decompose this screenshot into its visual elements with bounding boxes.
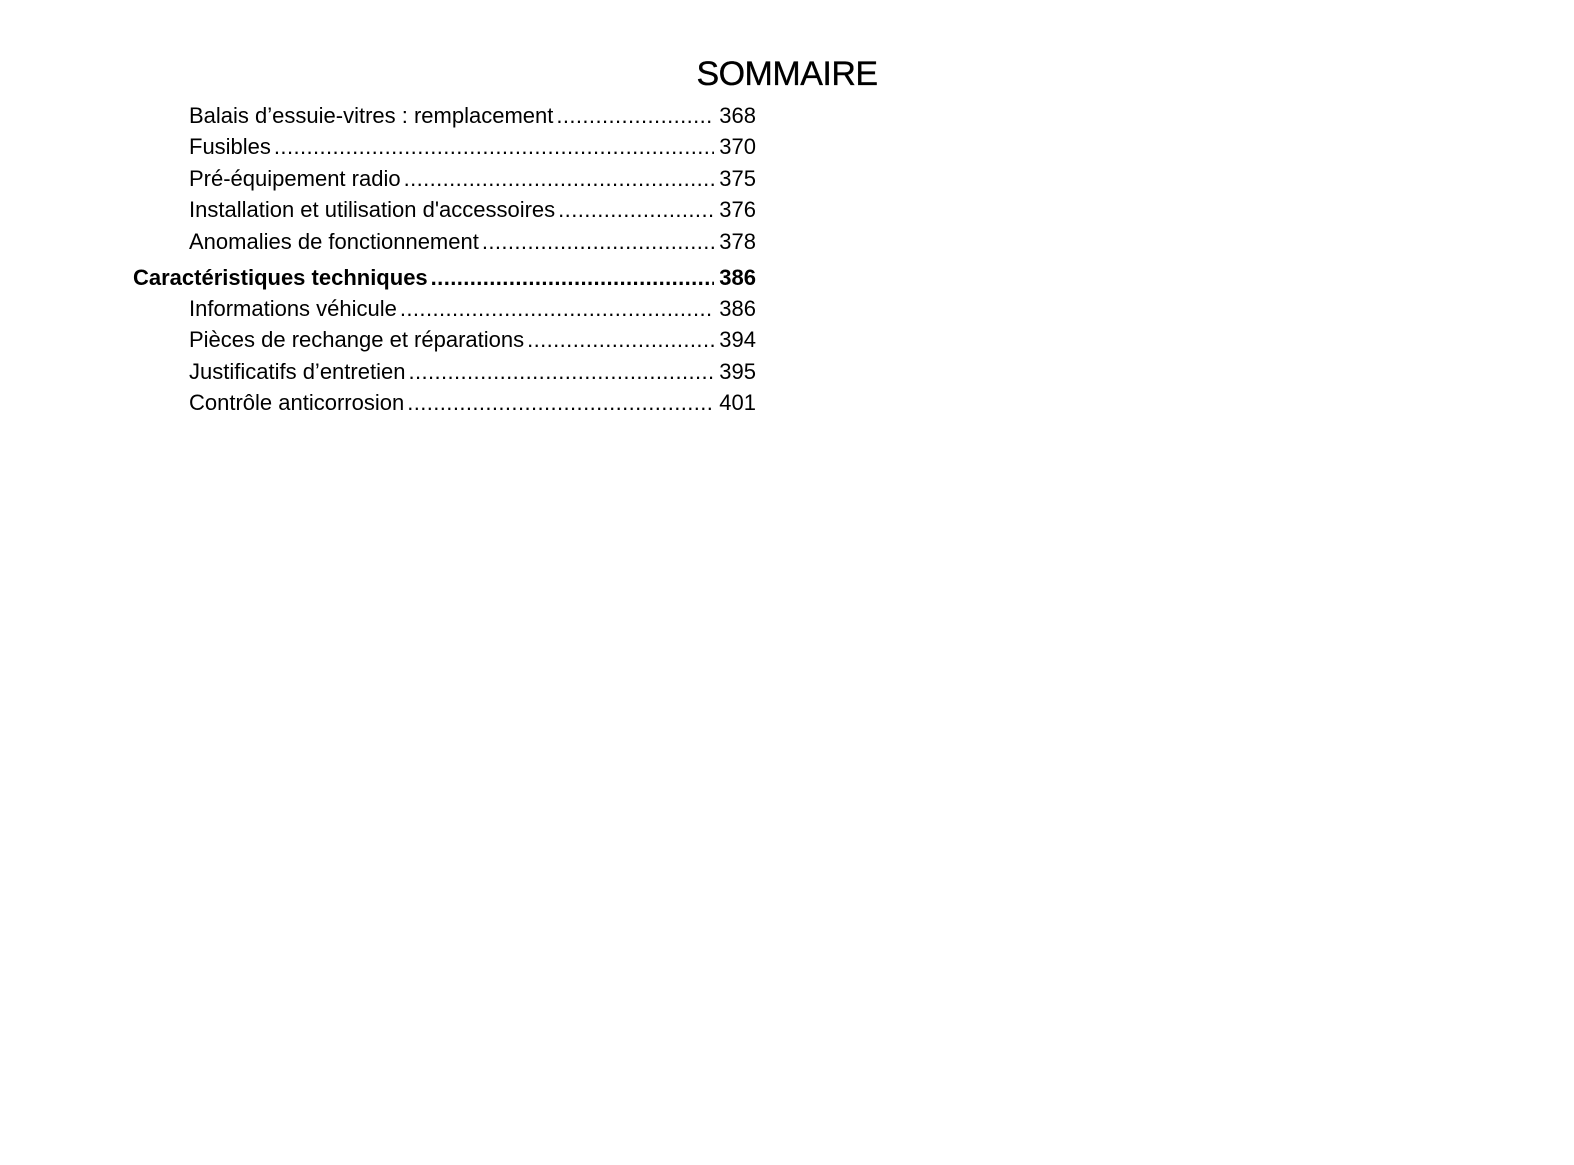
toc-entry-label: Balais d’essuie-vitres : remplacement — [189, 103, 554, 128]
toc-entry-label: Anomalies de fonctionnement — [189, 228, 479, 254]
toc-dot-leader — [482, 226, 714, 257]
toc-entry-label: Installation et utilisation d'accessoires — [189, 197, 556, 223]
toc-entry-label: Informations véhicule — [189, 295, 397, 321]
toc-entry-label: Fusibles — [189, 134, 271, 160]
toc-entry-label: Contrôle anticorrosion — [189, 390, 405, 416]
toc-entry-balais-essuie-vitres[interactable] — [133, 100, 756, 131]
toc-entry-page: 370 — [719, 134, 756, 160]
toc-dot-leader — [407, 387, 714, 418]
page-title: SOMMAIRE — [696, 54, 878, 93]
toc-entry-page: 401 — [719, 390, 756, 416]
toc-dot-leader — [400, 293, 714, 324]
toc-entry-anomalies-fonctionnement[interactable] — [133, 226, 756, 257]
table-of-contents — [133, 100, 756, 419]
toc-entry-page: 386 — [719, 295, 756, 321]
toc-dot-leader — [408, 356, 714, 387]
toc-entry-page: 368 — [719, 103, 756, 128]
toc-entry-justificatifs-entretien[interactable] — [133, 356, 756, 387]
toc-entry-pieces-rechange[interactable] — [133, 324, 756, 355]
toc-dot-leader — [558, 194, 714, 225]
toc-section-page: 386 — [719, 264, 756, 290]
toc-entry-page: 375 — [719, 165, 756, 191]
toc-entry-informations-vehicule[interactable] — [133, 293, 756, 324]
toc-entry-controle-anticorrosion[interactable] — [133, 387, 756, 418]
toc-entry-label: Pièces de rechange et réparations — [189, 327, 525, 353]
toc-entry-page: 378 — [719, 228, 756, 254]
toc-entry-fusibles[interactable] — [133, 131, 756, 162]
toc-dot-leader — [274, 131, 714, 162]
toc-entry-label: Justificatifs d’entretien — [189, 358, 406, 384]
toc-dot-leader — [527, 324, 714, 355]
toc-entry-label: Pré-équipement radio — [189, 165, 401, 191]
toc-section-label: Caractéristiques techniques — [133, 264, 428, 290]
toc-entry-page: 395 — [719, 358, 756, 384]
toc-entry-page: 376 — [719, 197, 756, 223]
toc-dot-leader — [556, 100, 714, 131]
toc-entry-installation-accessoires[interactable] — [133, 194, 756, 225]
toc-dot-leader — [404, 163, 715, 194]
toc-section-caracteristiques-techniques[interactable] — [133, 260, 756, 296]
toc-entry-pre-equipement-radio[interactable] — [133, 163, 756, 194]
toc-entry-page: 394 — [719, 327, 756, 353]
toc-dot-leader — [431, 260, 715, 296]
